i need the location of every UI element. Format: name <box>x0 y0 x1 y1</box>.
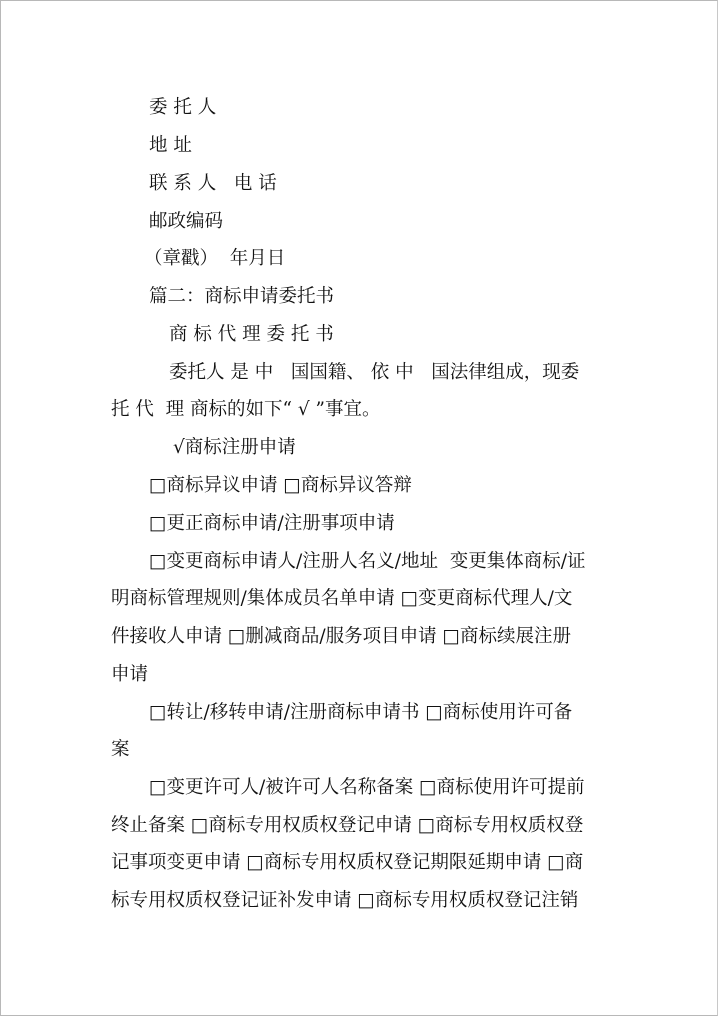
item-para5-line-1: □转让/移转申请/注册商标申请书 □商标使用许可备 <box>149 702 573 723</box>
field-zhangchuo-date: （章戳） 年月日 <box>144 248 286 269</box>
item-para4-line-1: □变更商标申请人/注册人名义/地址 变更集体商标/证 <box>149 551 586 572</box>
item-para6-line-4: 标专用权质权登记证补发申请 □商标专用权质权登记注销 <box>111 890 579 911</box>
item-checked-registration: √商标注册申请 <box>173 437 296 458</box>
item-para4-line-2: 明商标管理规则/集体成员名单申请 □变更商标代理人/文 <box>111 588 573 609</box>
item-para5-line-2: 案 <box>111 739 130 760</box>
section-heading: 篇二：商标申请委托书 <box>149 286 335 307</box>
item-para6-line-1: □变更许可人/被许可人名称备案 □商标使用许可提前 <box>149 777 585 798</box>
item-para6-line-2: 终止备案 □商标专用权质权登记申请 □商标专用权质权登 <box>111 815 584 836</box>
item-para4-line-3: 件接收人申请 □删减商品/服务项目申请 □商标续展注册 <box>111 626 571 647</box>
document-title: 商 标 代 理 委 托 书 <box>169 324 334 345</box>
intro-line-2: 托 代 理 商标的如下“ √ ”事宜。 <box>111 399 381 420</box>
item-para6-line-3: 记事项变更申请 □商标专用权质权登记期限延期申请 □商 <box>111 852 584 873</box>
item-row-opposition: □商标异议申请 □商标异议答辩 <box>149 475 412 496</box>
field-youzheng-bianma: 邮政编码 <box>149 211 224 232</box>
item-para4-line-4: 申请 <box>111 664 149 685</box>
intro-line-1: 委托人 是 中 国国籍、 依 中 国法律组成，现委 <box>169 362 580 383</box>
item-row-correction: □更正商标申请/注册事项申请 <box>149 513 395 534</box>
field-weituoren: 委 托 人 <box>149 97 217 118</box>
field-lianxiren-dianhua: 联 系 人 电 话 <box>149 173 277 194</box>
field-dizhi: 地 址 <box>149 135 192 156</box>
